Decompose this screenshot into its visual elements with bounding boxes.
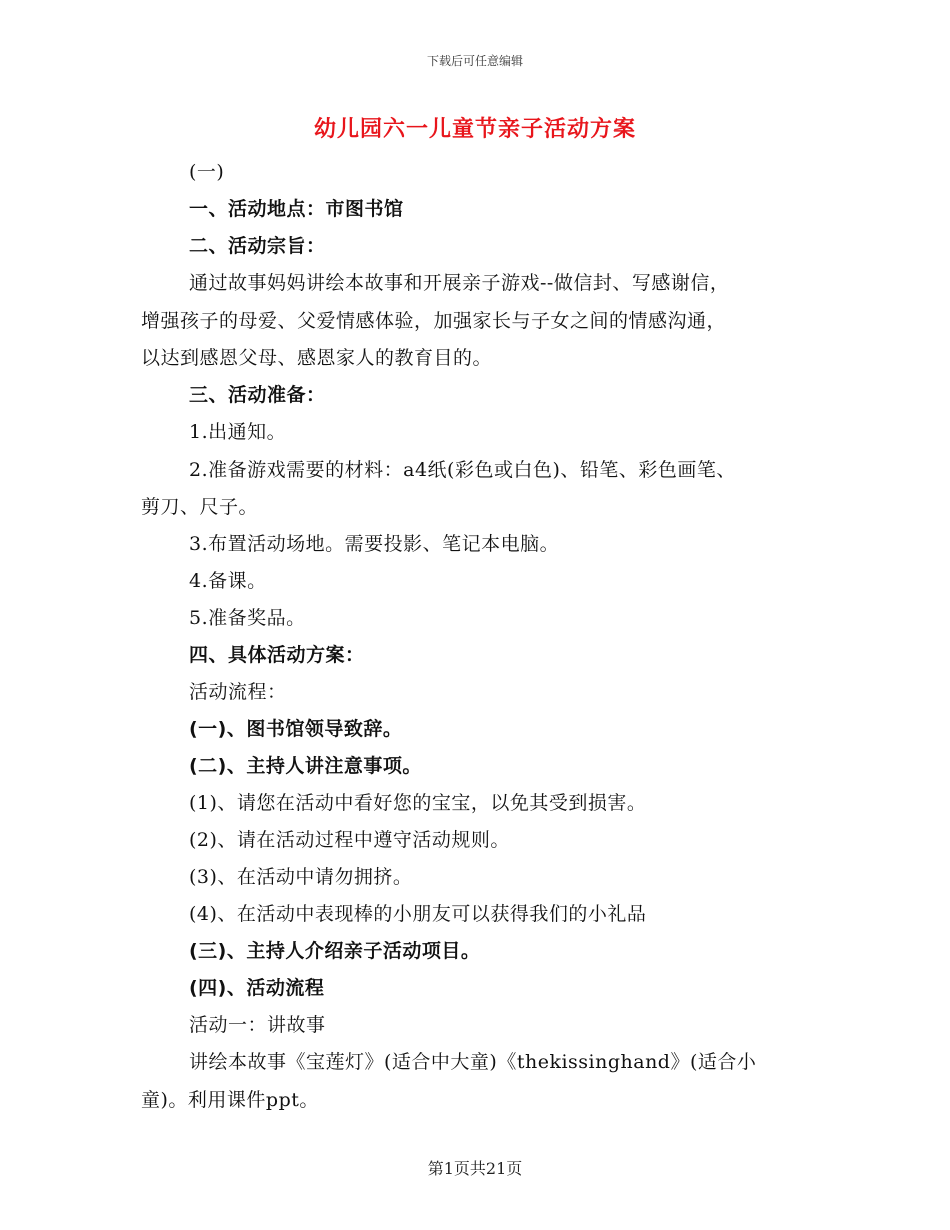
paragraph-line: 增强孩子的母爱、父爱情感体验，加强家长与子女之间的情感沟通， (141, 310, 727, 332)
flow-step: (三)、主持人介绍亲子活动项目。 (189, 940, 481, 962)
heading-purpose: 二、活动宗旨： (189, 235, 326, 257)
notice-item: (3)、在活动中请勿拥挤。 (189, 866, 413, 888)
notice-item: (2)、请在活动过程中遵守活动规则。 (189, 829, 510, 851)
notice-item: (4)、在活动中表现棒的小朋友可以获得我们的小礼品 (189, 903, 647, 925)
section-marker: (一) (189, 161, 225, 183)
page-footer-number: 第1页共21页 (427, 1159, 523, 1178)
flow-step: (二)、主持人讲注意事项。 (189, 755, 422, 777)
list-item: 4.备课。 (189, 570, 267, 592)
document-title: 幼儿园六一儿童节亲子活动方案 (313, 116, 636, 142)
list-item: 1.出通知。 (189, 421, 287, 443)
paragraph-line: 以达到感恩父母、感恩家人的教育目的。 (141, 347, 493, 369)
notice-item: (1)、请您在活动中看好您的宝宝，以免其受到损害。 (189, 792, 647, 814)
paragraph-line: 通过故事妈妈讲绘本故事和开展亲子游戏--做信封、写感谢信， (189, 272, 730, 294)
flow-step: (四)、活动流程 (189, 977, 325, 999)
heading-preparation: 三、活动准备： (189, 384, 326, 406)
flow-step: (一)、图书馆领导致辞。 (189, 718, 403, 740)
paragraph-line: 讲绘本故事《宝莲灯》(适合中大童)《thekissinghand》(适合小 (189, 1051, 757, 1073)
paragraph-line: 童)。利用课件ppt。 (141, 1089, 319, 1111)
list-item: 3.布置活动场地。需要投影、笔记本电脑。 (189, 533, 560, 555)
heading-location: 一、活动地点：市图书馆 (189, 198, 404, 220)
list-item: 2.准备游戏需要的材料：a4纸(彩色或白色)、铅笔、彩色画笔、 (189, 459, 736, 481)
activity-heading: 活动一：讲故事 (189, 1014, 326, 1036)
list-item: 5.准备奖品。 (189, 607, 306, 629)
page-header-note: 下载后可任意编辑 (426, 54, 523, 68)
subheading-flow: 活动流程： (189, 681, 287, 703)
list-item-continuation: 剪刀、尺子。 (141, 496, 259, 518)
heading-plan: 四、具体活动方案： (189, 644, 365, 666)
